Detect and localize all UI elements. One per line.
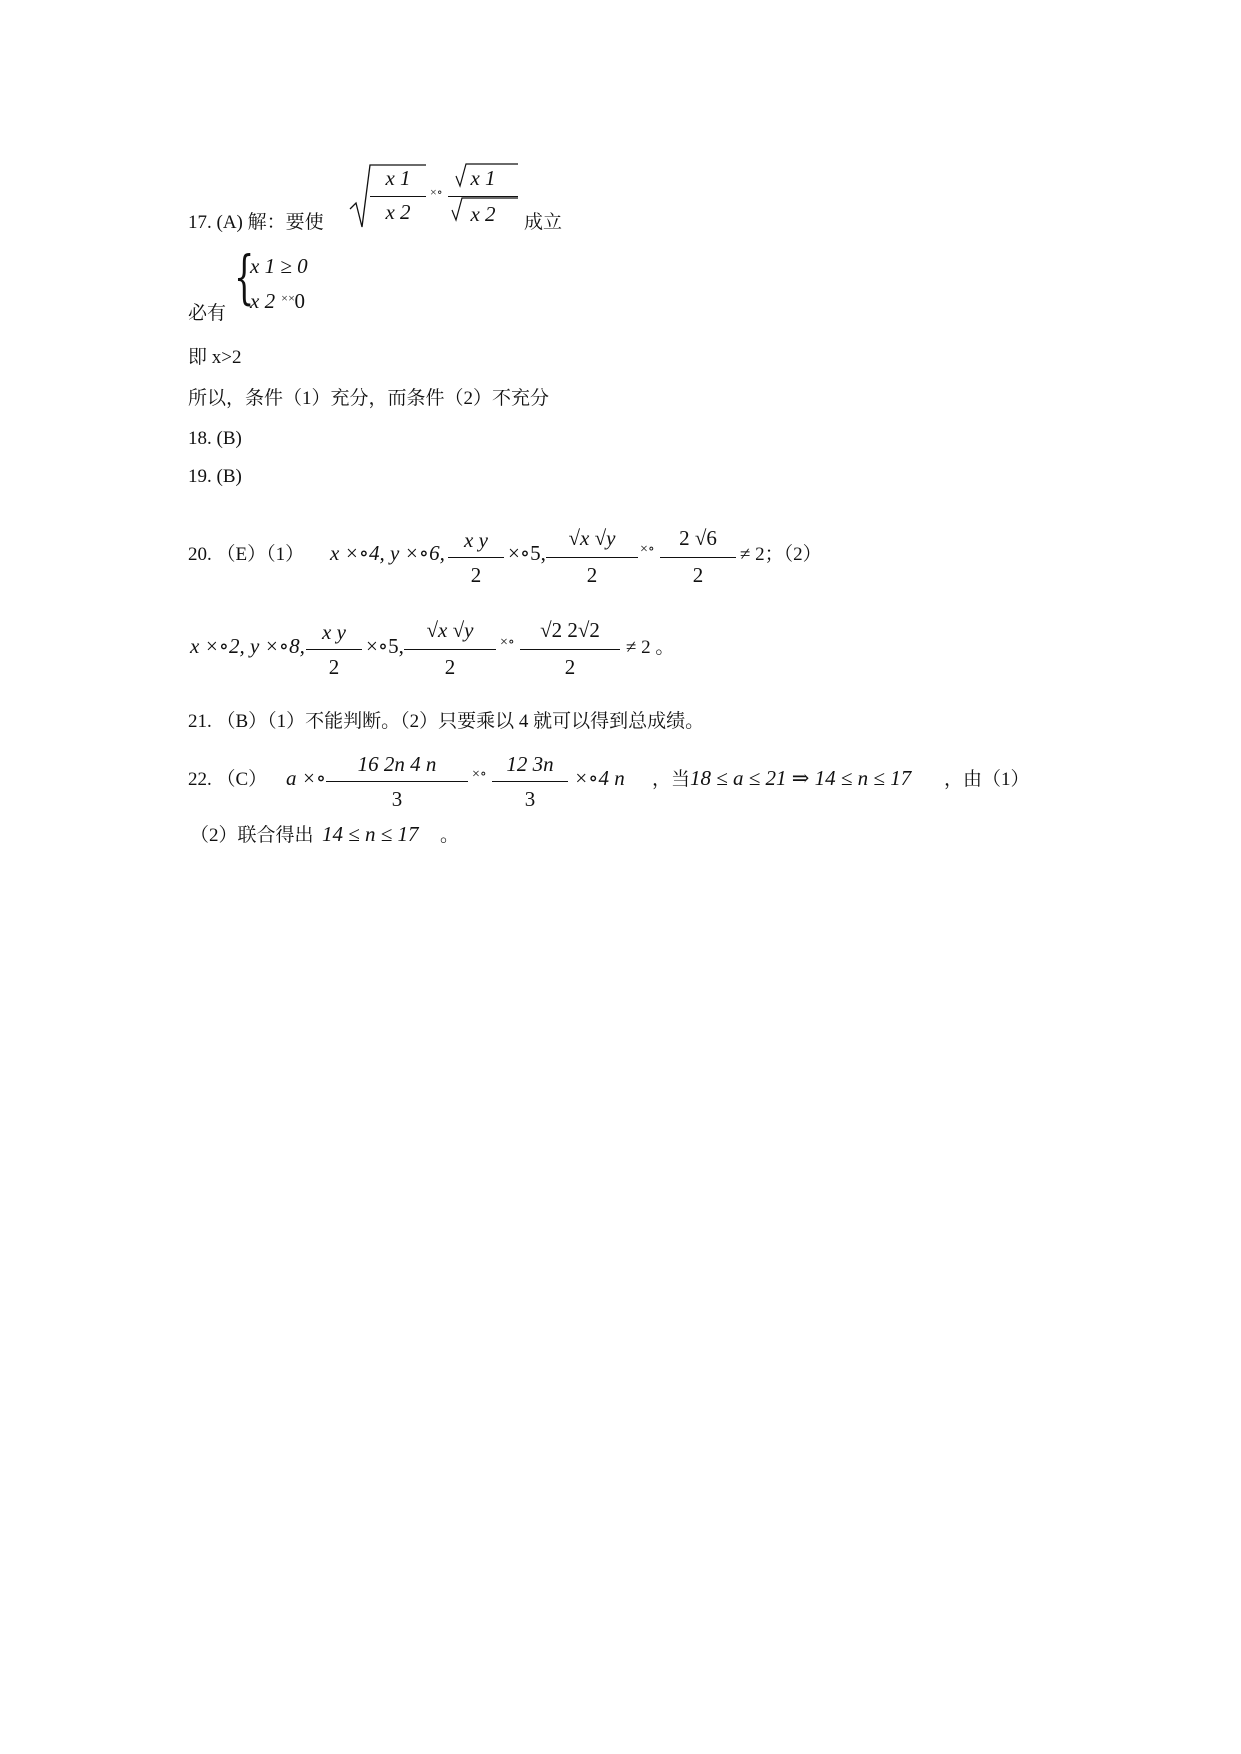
q20-frac6: √2 2√2 2 (520, 616, 620, 680)
q22-a-eq: a ×∘ (286, 766, 327, 790)
q20-frac3: 2 √6 2 (660, 524, 736, 588)
q22-end: 。 (440, 825, 460, 846)
q17-junk-glyph: ×∘ (430, 185, 443, 199)
q18-answer: 18. (B) (188, 428, 242, 449)
q20-frac1: x y 2 (448, 528, 504, 588)
q19-answer: 19. (B) (188, 466, 242, 487)
q17-rhs-fraction: x 1 x 2 (448, 164, 518, 228)
q22-prefix: 22. （C） (188, 769, 268, 790)
q17-prefix: 17. (A) 解：要使 (188, 212, 324, 233)
q22-text2: ，由（1） (944, 769, 1030, 790)
q17-ji-line: 即 x>2 (188, 347, 242, 368)
q17-must-have: 必有 (188, 303, 227, 324)
q17-rhs-radicals (448, 160, 522, 232)
q22-text1: ，当 (652, 769, 691, 790)
q17-lhs-fraction: x 1 x 2 (370, 166, 426, 226)
left-brace-icon: { (234, 243, 255, 311)
q20-mid4: ×∘ (500, 635, 515, 650)
q20-mid3: ×∘5, (366, 634, 404, 658)
q20-expr1: x ×∘4, y ×∘6, (330, 541, 445, 565)
q20-line2-expr: x ×∘2, y ×∘8, (190, 634, 305, 658)
q20-frac4: x y 2 (306, 620, 362, 680)
q20-ne2: ≠ 2 。 (626, 637, 675, 658)
q22-frac1: 16 2n 4 n 3 (326, 748, 468, 812)
q22-ineq1: 18 ≤ a ≤ 21 ⇒ 14 ≤ n ≤ 17 (690, 766, 912, 790)
q22-tail: ×∘4 n (574, 766, 625, 790)
q20-mid2: ×∘ (640, 542, 655, 557)
q20-prefix: 20. （E）（1） (188, 544, 305, 565)
q17-system-line2: x 2 ××0 (250, 289, 306, 313)
q17-suffix: 成立 (524, 212, 563, 233)
q17-conclusion: 所以，条件（1）充分，而条件（2）不充分 (188, 388, 550, 409)
q22-mid: ×∘ (472, 767, 487, 782)
q22-ineq2: 14 ≤ n ≤ 17 (322, 822, 419, 846)
q20-frac2: √x √y 2 (546, 524, 638, 588)
q22-line2: （2）联合得出 (190, 825, 314, 846)
q17-system-line1: x 1 ≥ 0 (250, 254, 308, 278)
q20-ne: ≠ 2；（2） (740, 544, 822, 565)
q22-frac2: 12 3n 3 (492, 748, 568, 812)
q20-mid1: ×∘5, (508, 541, 546, 565)
q20-frac5: √x √y 2 (404, 616, 496, 680)
q21-answer: 21. （B）（1）不能判断。（2）只要乘以 4 就可以得到总成绩。 (188, 711, 705, 732)
